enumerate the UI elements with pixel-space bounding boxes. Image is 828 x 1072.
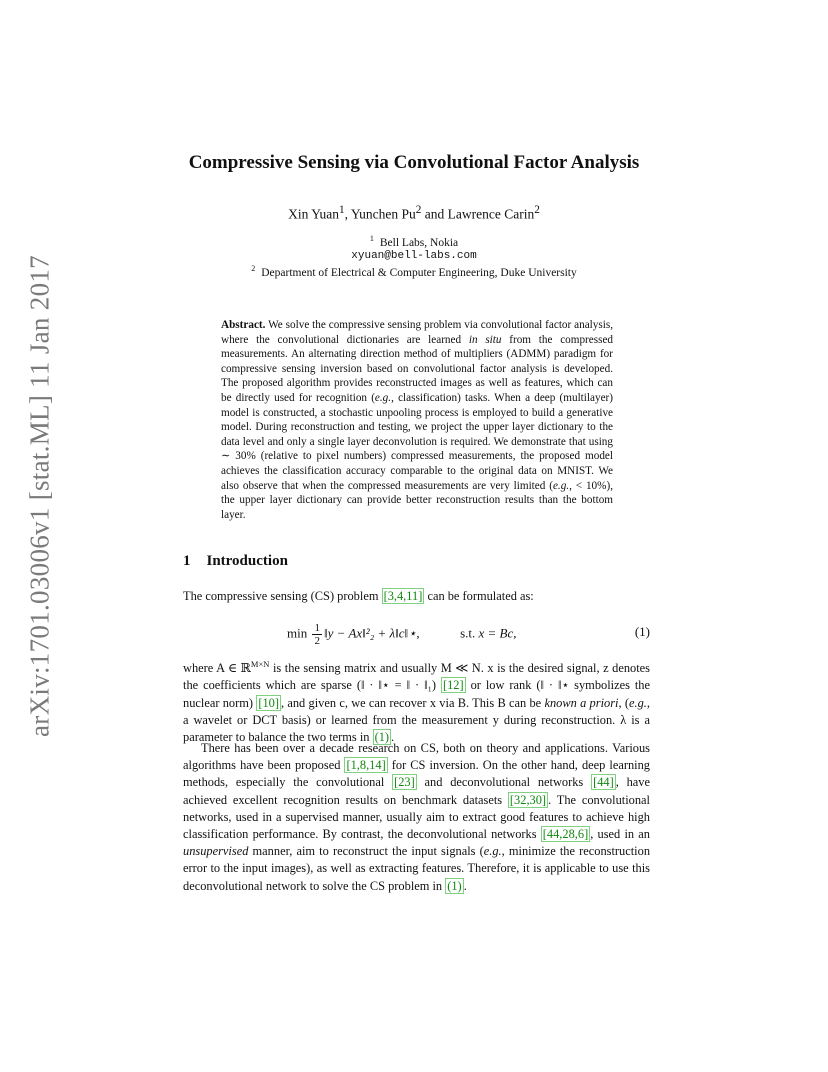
paper-title: Compressive Sensing via Convolutional Factor Analysis: [188, 152, 640, 173]
affil-text: Bell Labs, Nokia: [379, 236, 459, 249]
abstract-text: , < 10%), the upper layer dictionary can provide better reconstruction results than the bottom layer.: [221, 479, 613, 521]
citation-link[interactable]: [32,30]: [509, 792, 547, 807]
author-name: Yunchen Pu: [350, 206, 416, 222]
body-text: and deconvolutional networks: [416, 775, 592, 790]
eq-objective: ‖y − Ax‖²₂ + λ‖c‖⋆,: [323, 625, 420, 641]
body-text: The compressive sensing (CS) problem: [183, 589, 382, 603]
body-italic: known a priori: [544, 695, 619, 710]
citation-link[interactable]: [12]: [442, 678, 464, 693]
body-text: There has been over a decade research on CS, both on theory and applications. Various algorithms have been proposed: [183, 741, 650, 773]
body-italic: e.g.: [483, 844, 502, 859]
citation-link[interactable]: [44]: [593, 775, 614, 790]
author-name: Lawrence Carin: [447, 206, 535, 222]
eq-fraction: [312, 622, 322, 647]
arxiv-sidebar: [22, 255, 58, 737]
body-text: , (: [618, 695, 629, 710]
body-text: where A ∈ ℝ: [183, 661, 251, 676]
body-text: .: [391, 729, 395, 744]
eq-constraint: x = Bc,: [478, 625, 517, 641]
body-text: can be formulated as:: [424, 589, 534, 603]
abstract-italic: in situ: [468, 333, 502, 346]
affil-mark: 1: [369, 234, 374, 243]
affil-text: Department of Electrical & Computer Engineering, Duke University: [261, 266, 577, 279]
section-title: Introduction: [206, 553, 288, 569]
eq-st: s.t.: [460, 625, 476, 641]
body-text: , a wavelet or DCT basis) or learned from the measurement y during reconstruction. λ is a parameter to balance the two terms in: [183, 695, 650, 744]
eq-numerator: 1: [314, 622, 320, 634]
affiliation-1: [0, 234, 828, 249]
abstract-text: , classification) tasks. When a deep (multilayer) model is constructed, a stochastic unpooling process is employed to build a generative model. During reconstruction and testing, we project the upper layer dictionary to the data level and only a single layer deconvolution is required. We demonstrate that using ∼ 30% (relative to pixel numbers) compressed measurements, the proposed model achieves the classification accuracy comparable to the original data on MNIST. We also observe that when the compressed measurements are very limited (: [221, 391, 613, 492]
intro-paragraph-0: [183, 588, 650, 605]
body-text: , and given c, we can recover x via B. This B can be: [280, 695, 545, 710]
body-italic: e.g.: [629, 695, 647, 710]
abstract-italic: e.g.: [374, 391, 392, 404]
body-italic: unsupervised: [183, 844, 249, 859]
body-text: is the sensing matrix and usually M ≪ N. x is the desired signal, z denotes the coefficients which are sparse (‖ · ‖⋆ = ‖ · ‖₁): [183, 661, 650, 693]
section-heading: [183, 553, 288, 570]
body-text: , have achieved excellent recognition results on benchmark datasets: [183, 775, 650, 807]
abstract-text: We solve the compressive sensing problem via convolutional factor analysis, where the convolutional dictionaries are learned: [221, 319, 613, 346]
author-affil-mark: 2: [415, 204, 422, 216]
eq-denominator: 2: [314, 635, 320, 647]
equation-1: [183, 616, 650, 650]
equation-content: [287, 622, 517, 647]
body-text: . The convolutional networks, used in a supervised manner, usually aim to extract good features to achieve high classification performance. By contrast, the deconvolutional networks: [183, 792, 650, 842]
equation-ref-link[interactable]: (1): [374, 729, 390, 744]
equation-ref-link[interactable]: (1): [447, 878, 462, 893]
affiliation-2: [0, 264, 828, 279]
abstract-text: from the compressed measurements. An alternating direction method of multipliers (ADMM) paradigm for compressive sensing inversion based on convolutional factor analysis is developed. The proposed algorithm provides reconstructed images as well as features, which can be directly used for recognition (: [221, 333, 614, 404]
section-number: 1: [183, 553, 191, 569]
abstract-label: Abstract.: [221, 319, 266, 331]
author-conjunction: and: [424, 206, 445, 222]
citation-link[interactable]: [3,4,11]: [383, 589, 423, 603]
citation-link[interactable]: [44,28,6]: [542, 827, 589, 842]
equation-number: (1): [634, 624, 650, 639]
abstract-italic: e.g.: [552, 479, 570, 492]
body-text: .: [463, 878, 467, 893]
body-text: for CS inversion. On the other hand, deep learning methods, especially the convolutional: [183, 758, 651, 790]
body-text: , used in an: [590, 827, 650, 842]
affil-mark: 2: [251, 264, 256, 273]
arxiv-identifier: arXiv:1701.03006v1 [stat.ML] 11 Jan 2017: [24, 255, 55, 737]
abstract: [221, 318, 613, 522]
intro-paragraph-2: [183, 740, 650, 895]
body-text: or low rank (‖ · ‖⋆ symbolizes the nuclear norm): [183, 678, 651, 710]
citation-link[interactable]: [23]: [394, 775, 415, 790]
author-email: xyuan@bell-labs.com: [351, 250, 477, 262]
body-superscript: M×N: [250, 659, 270, 669]
author-affil-mark: 2: [534, 204, 540, 216]
eq-min: min: [287, 625, 308, 641]
body-text: , minimize the reconstruction error to the input images), as well as extracting features. Therefore, it is applicable to use this deconvolutional network to solve the CS problem in: [183, 844, 651, 893]
citation-link[interactable]: [1,8,14]: [346, 758, 386, 773]
citation-link[interactable]: [10]: [258, 695, 279, 710]
author-affil-mark: 1: [339, 204, 345, 216]
author-list: Xin Yuan$^1$, Yunchen Pu$^2$ and Lawrence Carin$^2$: [288, 204, 540, 222]
intro-paragraph-1: [183, 656, 650, 746]
author-name: Xin Yuan: [288, 206, 340, 222]
body-text: manner, aim to reconstruct the input signals (: [248, 844, 484, 859]
